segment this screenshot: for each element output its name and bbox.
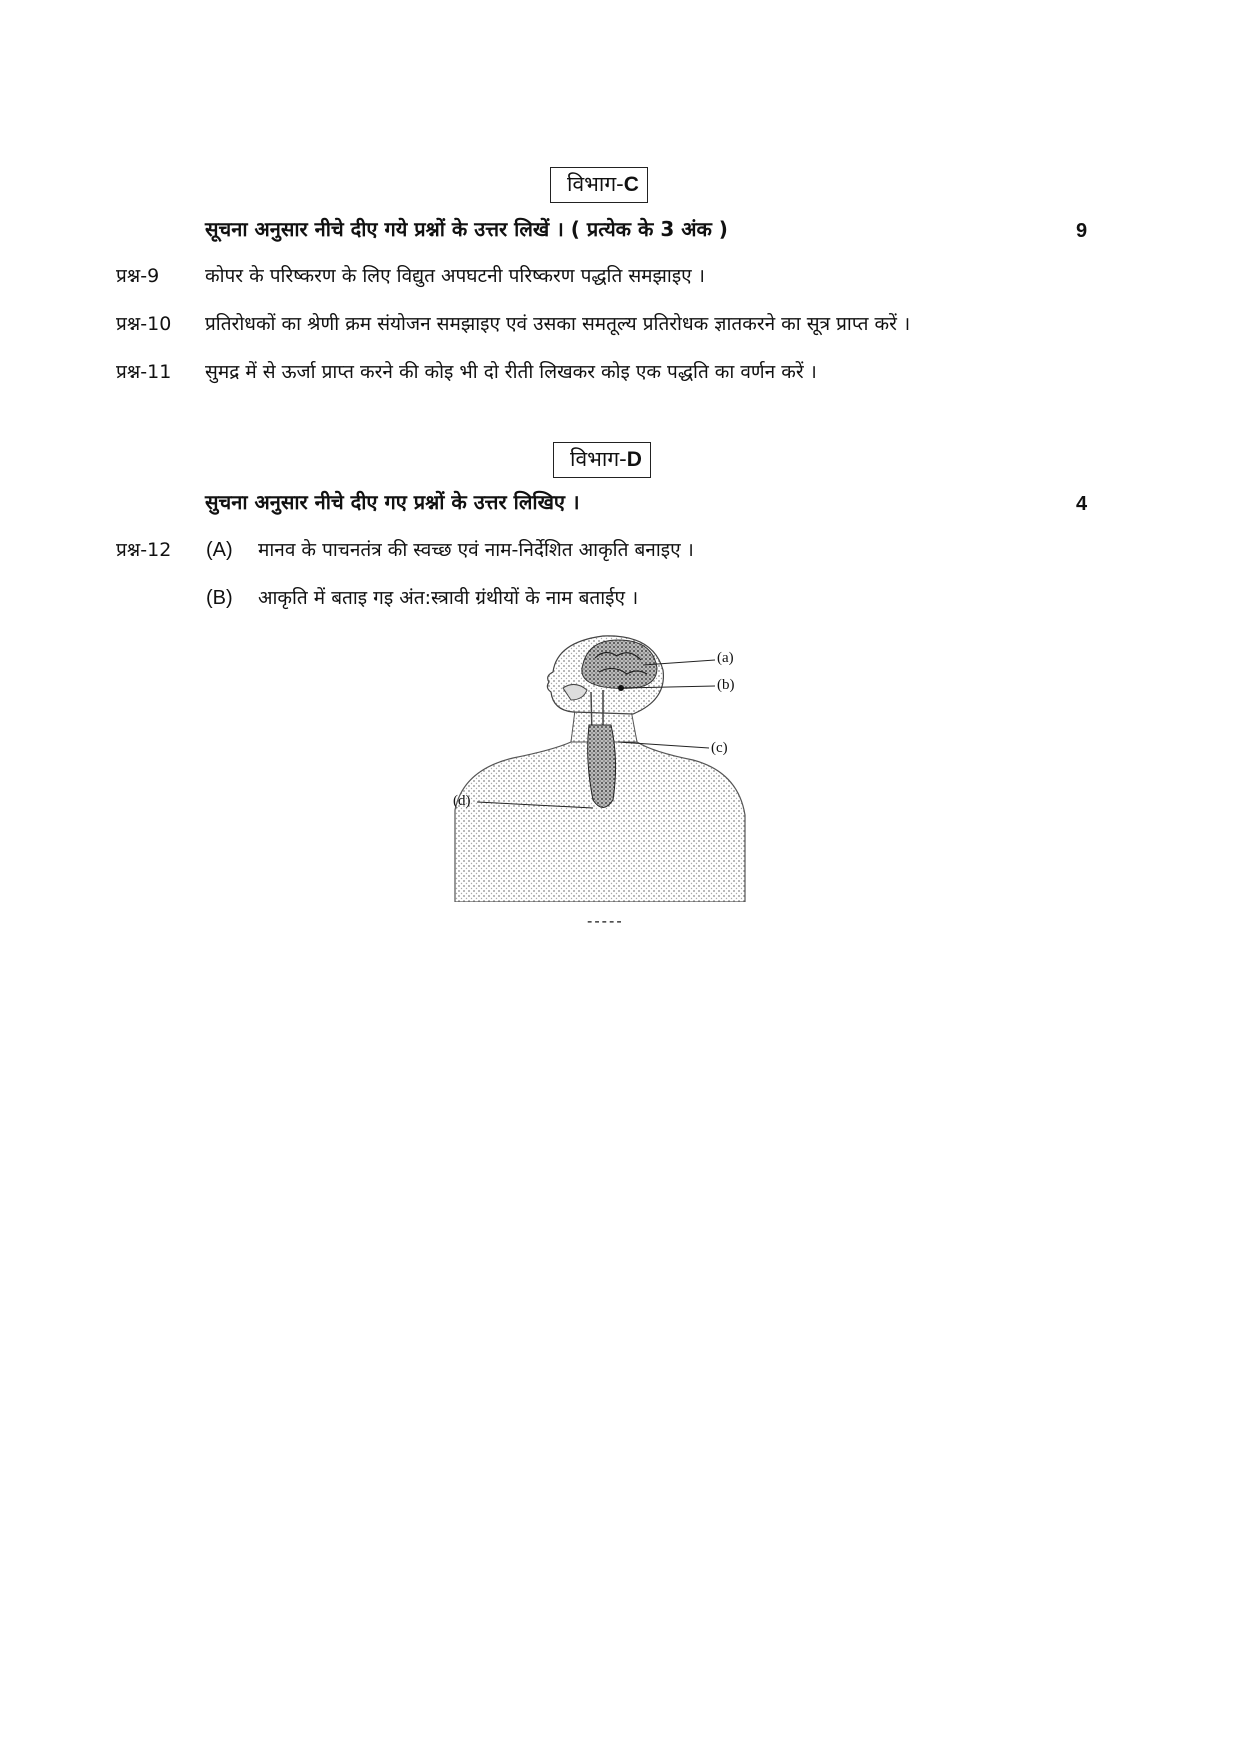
- figure-label-d: (d): [453, 793, 471, 809]
- question-12-part-a-text: मानव के पाचनतंत्र की स्वच्छ एवं नाम-निर्देशित आकृति बनाइए ।: [258, 539, 694, 561]
- figure-label-b: (b): [717, 677, 735, 693]
- question-12-part-a-label: (A): [206, 539, 233, 561]
- section-c-title: विभाग-: [567, 172, 624, 196]
- question-12-number: प्रश्न-12: [116, 539, 172, 561]
- question-10-number: प्रश्न-10: [116, 313, 172, 335]
- section-d-instruction: सुचना अनुसार नीचे दीए गए प्रश्नों के उत्तर लिखिए ।: [205, 490, 580, 514]
- question-11-text: सुमद्र में से ऊर्जा प्राप्त करने की कोइ भी दो रीती लिखकर कोइ एक पद्धति का वर्णन करें ।: [205, 361, 817, 383]
- section-c-instruction: सूचना अनुसार नीचे दीए गये प्रश्नों के उत्तर लिखें । ( प्रत्येक के 3 अंक ): [205, 217, 728, 241]
- thyroid-region: [588, 725, 616, 808]
- brain-region: [582, 640, 657, 688]
- question-9-number: प्रश्न-9: [116, 265, 160, 287]
- section-d-heading: [553, 442, 651, 478]
- question-11-number: प्रश्न-11: [116, 361, 172, 383]
- figure-label-a: (a): [717, 650, 734, 666]
- section-d-letter: D: [626, 448, 642, 471]
- question-12-part-b-text: आकृति में बताइ गइ अंत:स्त्रावी ग्रंथीयों के नाम बताईए ।: [258, 587, 639, 609]
- end-of-paper-mark: -----: [587, 913, 624, 930]
- section-c-marks: 9: [1076, 220, 1088, 242]
- question-9-text: कोपर के परिष्करण के लिए विद्युत अपघटनी परिष्करण पद्धति समझाइए ।: [205, 265, 705, 287]
- endocrine-figure: [453, 630, 753, 902]
- section-c-heading: [550, 167, 648, 203]
- section-c-letter: C: [623, 173, 639, 196]
- figure-label-c: (c): [711, 740, 728, 756]
- section-d-marks: 4: [1076, 493, 1088, 515]
- question-10-text: प्रतिरोधकों का श्रेणी क्रम संयोजन समझाइए एवं उसका समतूल्य प्रतिरोधक ज्ञातकरने का सूत्र प्राप्त करें ।: [205, 313, 911, 335]
- endocrine-figure-drawing: [453, 630, 753, 902]
- question-12-part-b-label: (B): [206, 587, 233, 609]
- section-d-title: विभाग-: [570, 447, 627, 471]
